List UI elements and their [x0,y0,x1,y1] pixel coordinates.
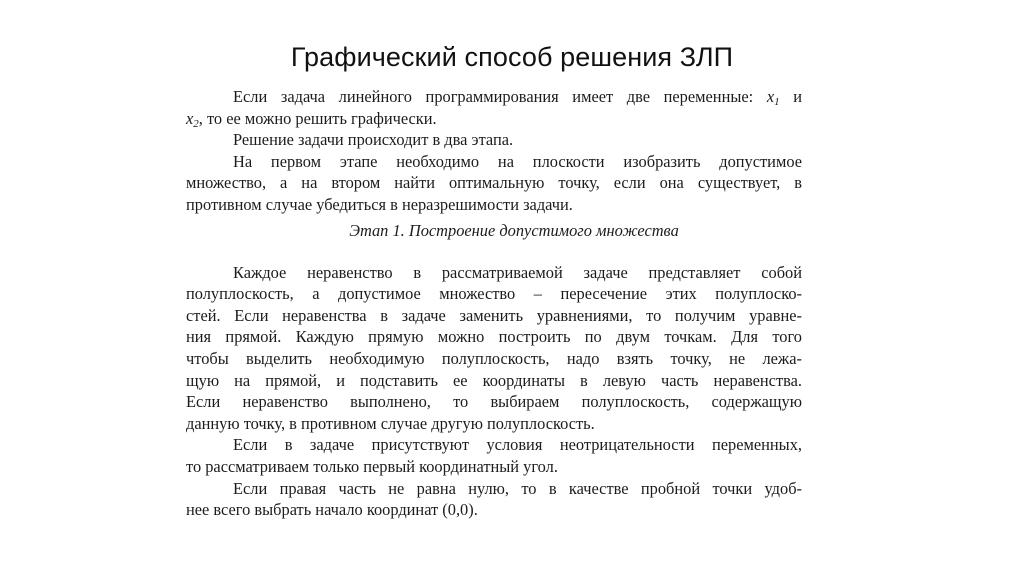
paragraph-4-line-4: ния прямой. Каждую прямую можно построить по двум точкам. Для того [186,327,802,347]
paragraph-1-line-1 [186,86,802,108]
paragraph-4-line-3: стей. Если неравенства в задаче заменить уравнениями, то получим уравне- [186,305,802,325]
document-text [186,86,802,521]
section-heading: Этап 1. Построение допустимого множества [349,220,679,240]
paragraph-4-line-6: щую на прямой, и подставить ее координаты в левую часть неравенства. [186,370,802,390]
paragraph-5-line-2: то рассматриваем только первый координатный угол. [186,456,558,476]
paragraph-4-line-8: данную точку, в противном случае другую полуплоскость. [186,413,595,433]
slide-title: Графический способ решения ЗЛП [290,42,734,72]
paragraph-4-line-1: Каждое неравенство в рассматриваемой задаче представляет собой [233,262,802,282]
paragraph-3-line-2: множество, а на втором найти оптимальную точку, если она существует, в [186,173,802,193]
paragraph-4-line-2: полуплоскость, а допустимое множество – пересечение этих полуплоско- [186,284,802,304]
paragraph-3-line-3: противном случае убедиться в неразрешимости задачи. [186,194,573,214]
paragraph-4-line-5: чтобы выделить необходимую полуплоскость, надо взять точку, не лежа- [186,348,802,368]
paragraph-6-line-1: Если правая часть не равна нулю, то в качестве пробной точки удоб- [233,478,802,498]
variable-x1: x1 [766,87,780,108]
paragraph-5-line-1: Если в задаче присутствуют условия неотрицательности переменных, [233,435,802,455]
paragraph-4-line-7: Если неравенство выполнено, то выбираем полуплоскость, содержащую [186,392,802,412]
paragraph-2-line-1: Решение задачи происходит в два этапа. [233,130,514,150]
paragraph-6-line-2: нее всего выбрать начало координат (0,0). [186,500,478,520]
variable-x2: x2 [186,108,199,130]
paragraph-3-line-1: На первом этапе необходимо на плоскости изобразить допустимое [233,151,802,171]
paragraph-1-line-2 [186,108,802,130]
paragraph-1-text: Если задача линейного программирования имеет две переменные: [233,87,754,106]
paragraph-1-text-cont: , то ее можно решить графически. [198,108,437,128]
conjunction: и [793,87,802,106]
